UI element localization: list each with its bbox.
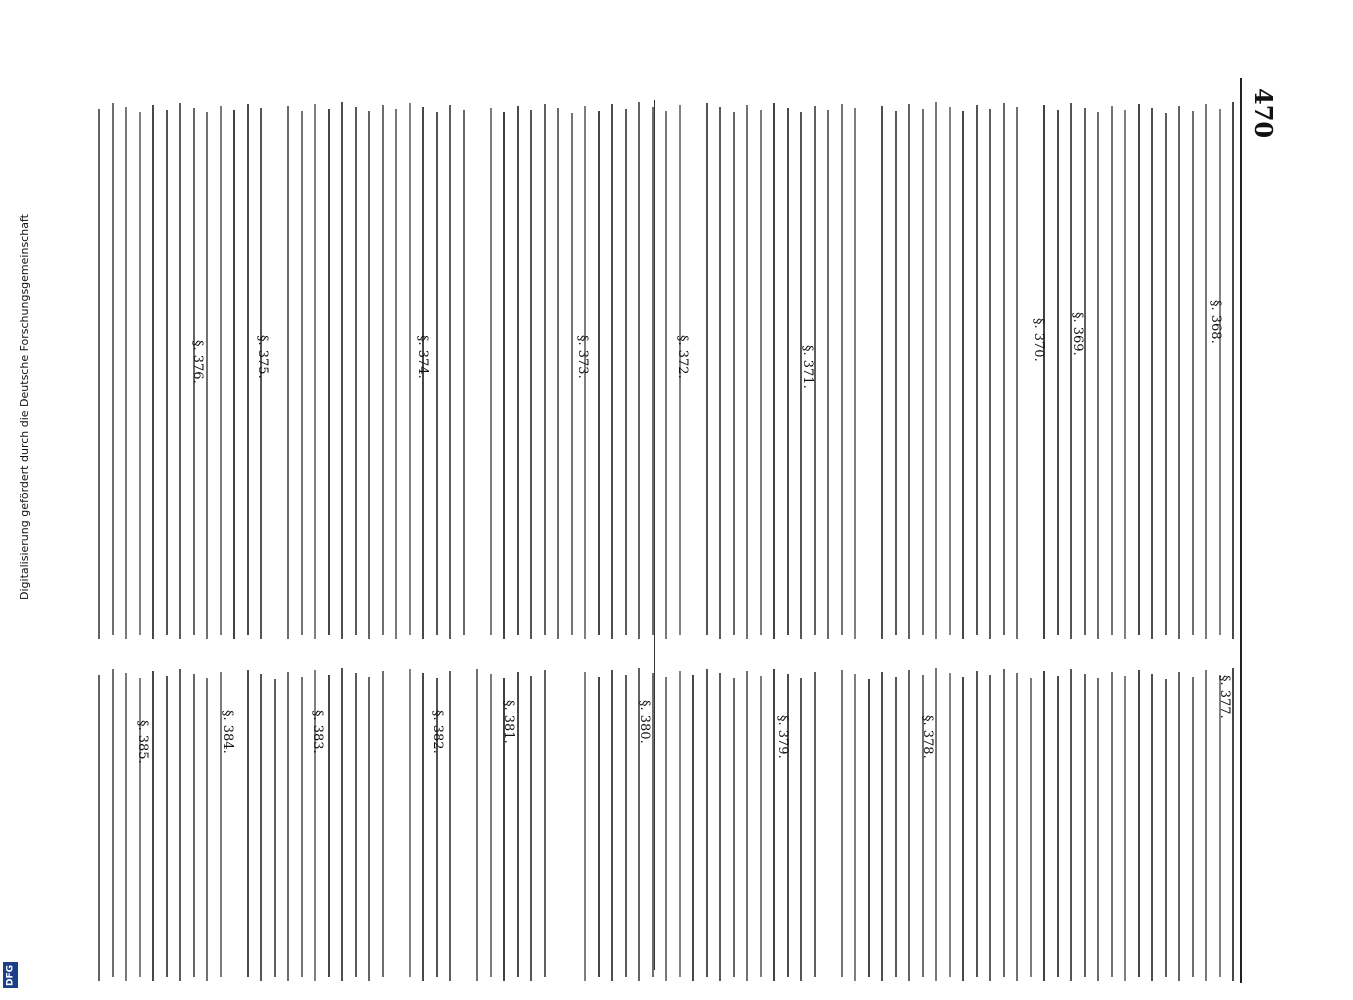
- right-col-text-line: [638, 102, 640, 639]
- left-col-text-line: [854, 674, 856, 981]
- left-col-text-line: [517, 672, 519, 977]
- left-col-text-line: [1070, 669, 1072, 981]
- right-col-text-line: [557, 108, 559, 639]
- right-col-text-line: [355, 107, 357, 635]
- section-label-s375: §. 375.: [255, 335, 270, 379]
- right-col-text-line: [314, 104, 316, 639]
- header-rule: [1240, 78, 1242, 983]
- left-col-text-line: [422, 673, 424, 981]
- right-col-text-line: [922, 109, 924, 635]
- left-col-text-line: [1232, 668, 1234, 981]
- right-col-text-line: [530, 110, 532, 639]
- section-label-s380: §. 380.: [637, 700, 652, 744]
- left-col-text-line: [760, 676, 762, 977]
- right-col-text-line: [665, 111, 667, 639]
- left-col-text-line: [112, 669, 114, 977]
- right-col-text-line: [1124, 110, 1126, 639]
- left-col-text-line: [584, 672, 586, 981]
- left-col-text-line: [665, 677, 667, 981]
- right-col-text-line: [98, 109, 100, 639]
- right-col-text-line: [760, 110, 762, 635]
- right-col-text-line: [1219, 109, 1221, 635]
- left-col-text-line: [382, 671, 384, 977]
- right-col-text-line: [233, 110, 235, 639]
- left-col-text-line: [449, 671, 451, 981]
- left-col-text-line: [260, 674, 262, 981]
- left-col-text-line: [989, 675, 991, 981]
- section-label-s368: §. 368.: [1208, 300, 1223, 344]
- section-label-s377: §. 377.: [1217, 675, 1232, 719]
- right-col-text-line: [247, 104, 249, 635]
- section-label-s378: §. 378.: [920, 715, 935, 759]
- right-col-text-line: [179, 103, 181, 639]
- right-col-text-line: [652, 107, 654, 635]
- right-col-text-line: [112, 103, 114, 635]
- left-col-text-line: [1003, 669, 1005, 977]
- left-col-text-line: [476, 669, 478, 981]
- right-col-text-line: [490, 108, 492, 635]
- left-col-text-line: [1097, 678, 1099, 981]
- right-col-text-line: [611, 104, 613, 639]
- right-col-text-line: [625, 109, 627, 635]
- section-label-s374: §. 374.: [415, 335, 430, 379]
- right-col-text-line: [908, 104, 910, 639]
- right-col-text-line: [895, 111, 897, 635]
- left-col-text-line: [530, 676, 532, 981]
- left-col-text-line: [962, 677, 964, 981]
- right-col-text-line: [1138, 104, 1140, 635]
- left-col-text-line: [868, 679, 870, 977]
- left-col-text-line: [746, 671, 748, 981]
- left-col-text-line: [1192, 677, 1194, 977]
- right-col-text-line: [1043, 105, 1045, 639]
- right-col-text-line: [949, 107, 951, 635]
- left-col-text-line: [814, 672, 816, 977]
- right-col-text-line: [1084, 108, 1086, 635]
- left-col-text-line: [1205, 670, 1207, 981]
- left-col-text-line: [908, 670, 910, 981]
- right-col-text-line: [854, 108, 856, 639]
- left-col-text-line: [409, 669, 411, 977]
- left-col-text-line: [949, 673, 951, 977]
- section-label-s385: §. 385.: [135, 720, 150, 764]
- right-col-text-line: [1178, 106, 1180, 639]
- left-col-text-line: [206, 678, 208, 981]
- right-col-text-line: [517, 106, 519, 635]
- right-col-text-line: [368, 111, 370, 639]
- left-col-text-line: [706, 669, 708, 977]
- right-col-text-line: [976, 105, 978, 635]
- right-col-text-line: [1111, 106, 1113, 635]
- left-col-text-line: [247, 670, 249, 977]
- left-col-text-line: [881, 672, 883, 981]
- right-col-text-line: [395, 109, 397, 639]
- left-col-text-line: [841, 670, 843, 977]
- left-col-text-line: [152, 671, 154, 981]
- right-col-text-line: [1151, 108, 1153, 639]
- left-col-text-line: [328, 675, 330, 977]
- right-col-text-line: [1057, 110, 1059, 635]
- right-col-text-line: [409, 103, 411, 635]
- right-col-text-line: [449, 105, 451, 639]
- left-col-text-line: [166, 676, 168, 977]
- right-col-text-line: [301, 111, 303, 635]
- right-col-text-line: [125, 107, 127, 639]
- right-col-text-line: [773, 103, 775, 639]
- right-col-text-line: [962, 111, 964, 639]
- left-col-text-line: [1016, 673, 1018, 981]
- right-col-text-line: [841, 104, 843, 635]
- right-col-text-line: [287, 106, 289, 639]
- left-col-text-line: [935, 668, 937, 981]
- right-col-text-line: [1003, 103, 1005, 635]
- left-col-text-line: [733, 678, 735, 977]
- right-col-text-line: [1070, 103, 1072, 639]
- right-col-text-line: [989, 109, 991, 639]
- left-col-text-line: [341, 668, 343, 981]
- left-col-text-line: [368, 677, 370, 981]
- left-col-text-line: [1030, 678, 1032, 977]
- right-col-text-line: [220, 106, 222, 635]
- left-col-text-line: [611, 670, 613, 981]
- left-col-text-line: [1084, 674, 1086, 977]
- left-col-text-line: [1151, 674, 1153, 981]
- right-col-text-line: [1016, 107, 1018, 639]
- right-col-text-line: [1097, 112, 1099, 639]
- left-col-text-line: [625, 675, 627, 977]
- section-label-s371: §. 371.: [800, 345, 815, 389]
- section-label-s384: §. 384.: [220, 710, 235, 754]
- page-number: 470: [1249, 88, 1278, 139]
- right-col-text-line: [1232, 102, 1234, 639]
- right-col-text-line: [382, 105, 384, 635]
- left-col-text-line: [598, 677, 600, 977]
- right-col-text-line: [827, 110, 829, 639]
- right-col-text-line: [1165, 113, 1167, 635]
- left-col-text-line: [1219, 675, 1221, 977]
- left-col-text-line: [287, 672, 289, 981]
- left-col-text-line: [719, 673, 721, 981]
- left-col-text-line: [355, 673, 357, 977]
- section-label-s370: §. 370.: [1031, 318, 1046, 362]
- left-col-text-line: [1043, 671, 1045, 981]
- left-col-text-line: [976, 671, 978, 977]
- left-col-text-line: [895, 677, 897, 977]
- right-col-text-line: [787, 108, 789, 635]
- section-label-s373: §. 373.: [575, 335, 590, 379]
- section-label-s372: §. 372.: [675, 335, 690, 379]
- right-col-text-line: [341, 102, 343, 639]
- right-col-text-line: [733, 112, 735, 635]
- left-col-text-line: [1111, 672, 1113, 977]
- left-col-text-line: [125, 673, 127, 981]
- right-col-text-line: [503, 112, 505, 639]
- right-col-text-line: [166, 110, 168, 635]
- left-col-text-line: [800, 678, 802, 981]
- left-col-text-line: [98, 675, 100, 981]
- right-col-text-line: [571, 113, 573, 635]
- right-col-text-line: [881, 106, 883, 639]
- left-col-text-line: [1178, 672, 1180, 981]
- right-col-text-line: [463, 110, 465, 635]
- right-col-text-line: [436, 112, 438, 635]
- right-col-text-line: [1205, 104, 1207, 639]
- left-col-text-line: [1124, 676, 1126, 981]
- section-label-s379: §. 379.: [775, 715, 790, 759]
- left-col-text-line: [179, 669, 181, 981]
- section-label-s383: §. 383.: [310, 710, 325, 754]
- right-col-text-line: [746, 105, 748, 639]
- left-col-text-line: [1057, 676, 1059, 977]
- right-col-text-line: [706, 103, 708, 635]
- left-col-text-line: [692, 675, 694, 981]
- right-col-text-line: [1192, 111, 1194, 635]
- dfg-logo: DFG: [3, 962, 18, 988]
- section-label-s369: §. 369.: [1070, 312, 1085, 356]
- right-col-text-line: [598, 111, 600, 635]
- column-divider: [654, 100, 655, 970]
- left-col-text-line: [679, 671, 681, 977]
- right-col-text-line: [719, 107, 721, 639]
- section-label-s376: §. 376.: [190, 340, 205, 384]
- left-col-text-line: [490, 674, 492, 977]
- right-col-text-line: [206, 112, 208, 639]
- right-col-text-line: [152, 105, 154, 639]
- left-col-text-line: [1165, 679, 1167, 977]
- left-col-text-line: [1138, 670, 1140, 977]
- right-col-text-line: [935, 102, 937, 639]
- left-col-text-line: [193, 674, 195, 977]
- left-col-text-line: [274, 679, 276, 977]
- digitization-credit: Digitalisierung gefördert durch die Deutsche Forschungsgemeinschaft: [18, 214, 31, 600]
- left-col-text-line: [544, 670, 546, 977]
- right-col-text-line: [139, 112, 141, 635]
- right-col-text-line: [544, 104, 546, 635]
- section-label-s381: §. 381.: [501, 700, 516, 744]
- right-col-text-line: [328, 109, 330, 635]
- left-col-text-line: [301, 677, 303, 977]
- section-label-s382: §. 382.: [430, 710, 445, 754]
